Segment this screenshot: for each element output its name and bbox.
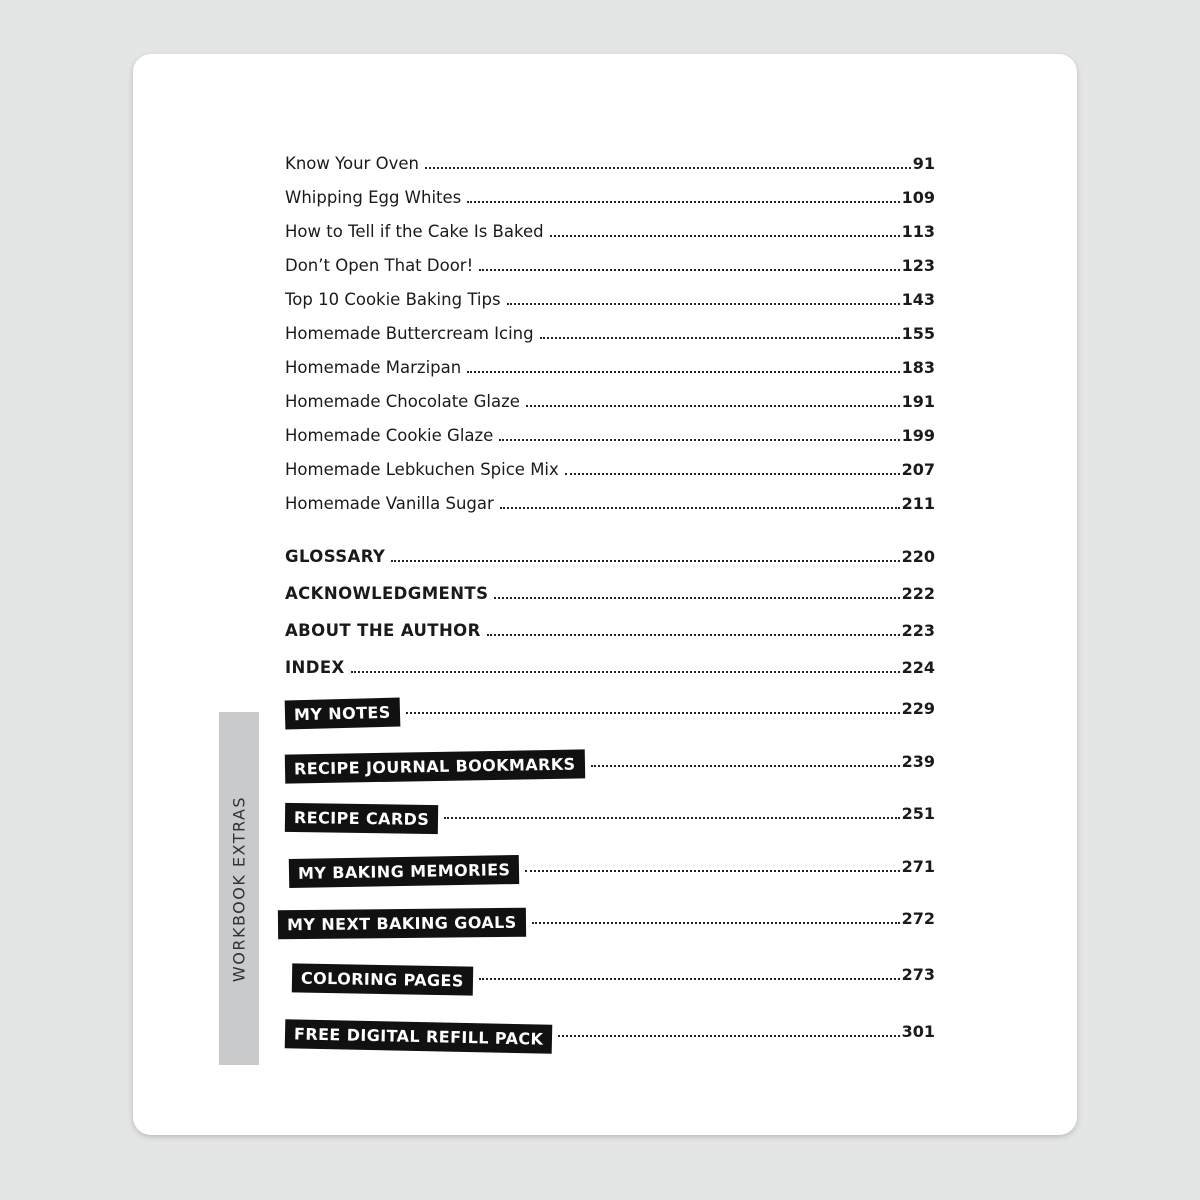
toc-entry-page: 272 — [901, 909, 935, 928]
dot-leader — [479, 978, 900, 980]
toc-entry-page: 273 — [901, 965, 935, 984]
dot-leader — [565, 473, 900, 475]
toc-entry[interactable] — [285, 1022, 935, 1051]
toc-entry[interactable] — [285, 655, 935, 679]
dot-leader — [532, 922, 900, 924]
dot-leader — [507, 303, 900, 305]
dot-leader — [526, 405, 900, 407]
toc-entry[interactable] — [285, 219, 935, 243]
dot-leader — [479, 269, 899, 271]
toc-entry-title: FREE DIGITAL REFILL PACK — [285, 1019, 553, 1054]
dot-leader — [391, 560, 899, 562]
toc-entry-page: 113 — [901, 222, 935, 241]
toc-entry[interactable] — [285, 752, 935, 781]
toc-entry-title: Don’t Open That Door! — [285, 256, 474, 275]
dot-leader — [499, 439, 899, 441]
toc-entry-page: 91 — [912, 154, 935, 173]
toc-entry-title: MY NEXT BAKING GOALS — [278, 908, 526, 940]
toc-entry-page: 301 — [901, 1022, 935, 1041]
toc-entry-page: 183 — [901, 358, 935, 377]
toc-entry-page: 229 — [901, 699, 935, 718]
toc-entry-page: 109 — [901, 188, 935, 207]
toc-entry[interactable] — [285, 185, 935, 209]
toc-entry-title: ACKNOWLEDGMENTS — [285, 584, 489, 603]
dot-leader — [525, 870, 899, 872]
toc-entry[interactable] — [285, 909, 935, 938]
toc-entry-title: MY BAKING MEMORIES — [289, 855, 520, 888]
dot-leader — [467, 201, 899, 203]
workbook-extras-sidebar — [219, 712, 259, 1065]
toc-entry-page: 211 — [901, 494, 935, 513]
dot-leader — [425, 167, 911, 169]
toc-entry-page: 143 — [901, 290, 935, 309]
toc-entry-title: RECIPE JOURNAL BOOKMARKS — [285, 749, 585, 783]
toc-entry[interactable] — [285, 965, 935, 994]
toc-entry-title: Homemade Marzipan — [285, 358, 462, 377]
toc-entry-page: 123 — [901, 256, 935, 275]
toc-entry[interactable] — [285, 287, 935, 311]
toc-entry-page: 224 — [901, 658, 935, 677]
toc-entry[interactable] — [285, 544, 935, 568]
toc-entry-page: 223 — [901, 621, 935, 640]
dot-leader — [558, 1035, 899, 1037]
dot-leader — [444, 817, 899, 819]
toc-entry-page: 239 — [901, 752, 935, 771]
dot-leader — [406, 712, 900, 714]
toc-entry-title: RECIPE CARDS — [285, 803, 439, 834]
toc-entry-title: MY NOTES — [285, 698, 400, 730]
toc-entry[interactable] — [285, 389, 935, 413]
dot-leader — [487, 634, 900, 636]
toc-entry-title: Homemade Cookie Glaze — [285, 426, 494, 445]
toc-entry-title: Top 10 Cookie Baking Tips — [285, 290, 501, 309]
workbook-extras-label: WORKBOOK EXTRAS — [229, 795, 249, 982]
dot-leader — [500, 507, 900, 509]
toc-entry-title: Homemade Buttercream Icing — [285, 324, 534, 343]
toc-entry-page: 271 — [901, 857, 935, 876]
toc-entry-page: 191 — [901, 392, 935, 411]
toc-entry[interactable] — [285, 491, 935, 515]
toc-entry-title: Homemade Chocolate Glaze — [285, 392, 520, 411]
dot-leader — [467, 371, 899, 373]
toc-entry-title: Know Your Oven — [285, 154, 419, 173]
dot-leader — [591, 765, 900, 767]
toc-entry[interactable] — [285, 253, 935, 277]
toc-entry-title: GLOSSARY — [285, 547, 386, 566]
toc-entry[interactable] — [285, 857, 935, 886]
toc-entry-page: 251 — [901, 804, 935, 823]
toc-entry-page: 207 — [901, 460, 935, 479]
toc-entry[interactable] — [285, 355, 935, 379]
toc-entry[interactable] — [285, 618, 935, 642]
dot-leader — [550, 235, 900, 237]
toc-entry-title: Whipping Egg Whites — [285, 188, 462, 207]
toc-entry-title: INDEX — [285, 658, 345, 677]
toc-entry[interactable] — [285, 321, 935, 345]
toc-entry-title: ABOUT THE AUTHOR — [285, 621, 481, 640]
toc-entry-title: How to Tell if the Cake Is Baked — [285, 222, 544, 241]
toc-entry[interactable] — [285, 699, 935, 728]
dot-leader — [351, 671, 900, 673]
toc-entry-page: 220 — [901, 547, 935, 566]
toc-entry-page: 222 — [901, 584, 935, 603]
dot-leader — [494, 597, 899, 599]
toc-entry[interactable] — [285, 581, 935, 605]
toc-entry-page: 199 — [901, 426, 935, 445]
toc-entry-page: 155 — [901, 324, 935, 343]
toc-entry[interactable] — [285, 457, 935, 481]
toc-entry-title: COLORING PAGES — [292, 963, 473, 995]
toc-entry[interactable] — [285, 804, 935, 833]
toc-entry-title: Homemade Vanilla Sugar — [285, 494, 494, 513]
toc-entry[interactable] — [285, 423, 935, 447]
toc-entry[interactable] — [285, 151, 935, 175]
toc-entry-title: Homemade Lebkuchen Spice Mix — [285, 460, 559, 479]
dot-leader — [540, 337, 900, 339]
